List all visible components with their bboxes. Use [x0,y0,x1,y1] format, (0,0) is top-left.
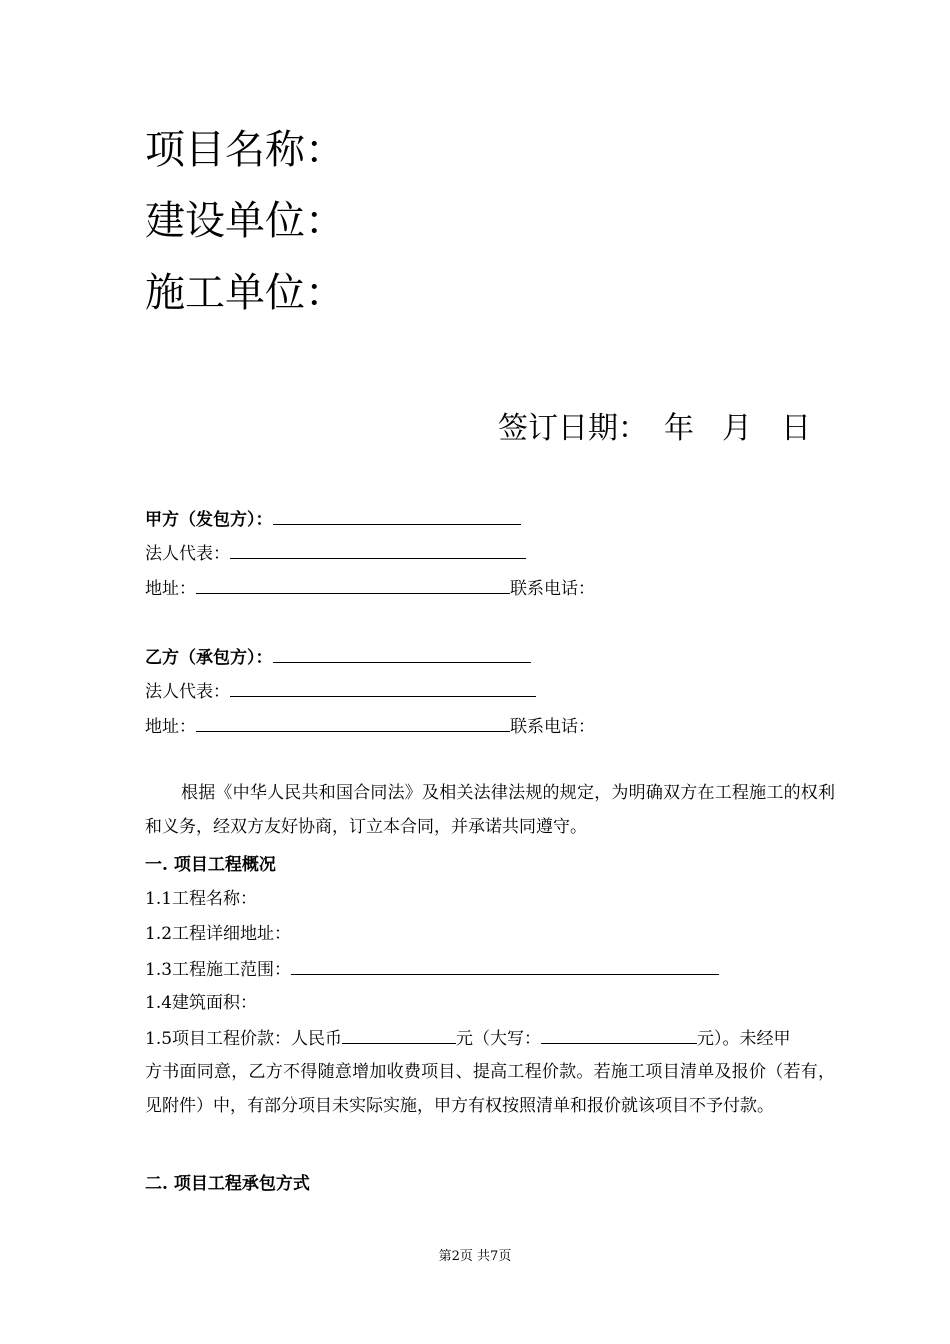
signing-year: 年 [664,411,694,446]
party-b-rep-blank[interactable] [230,678,536,697]
party-b-blank[interactable] [273,644,531,663]
signing-month: 月 [722,411,752,446]
section1-heading: 一. 项目工程概况 [145,855,276,875]
section1-item5-prefix: 1.5项目工程价款：人民币 [145,1029,343,1049]
price-words-blank[interactable] [541,1025,697,1044]
party-a-title: 甲方（发包方）： [145,510,273,530]
party-b-row [145,644,531,670]
section1-item5-row [145,1025,791,1051]
party-b-phone-label: 联系电话： [510,717,595,737]
section1-item3-row [145,956,719,982]
scope-blank[interactable] [291,956,719,975]
party-b-rep-label: 法人代表： [145,682,230,702]
section1-item5-mid: 元（大写： [456,1029,542,1049]
party-a-rep-blank[interactable] [230,540,526,559]
party-a-rep-label: 法人代表： [145,544,230,564]
signing-date-label: 签订日期： [498,411,648,446]
section1-item2: 1.2工程详细地址： [145,924,292,944]
contractor-label: 施工单位： [145,270,345,316]
section1-item1: 1.1工程名称： [145,889,258,909]
party-b-rep-row [145,678,536,704]
section1-item4: 1.4建筑面积： [145,993,258,1013]
party-a-blank[interactable] [273,506,521,525]
party-a-address-label: 地址： [145,579,196,599]
party-b-title: 乙方（承包方）： [145,648,273,668]
party-b-address-row [145,713,595,739]
intro-paragraph: 根据《中华人民共和国合同法》及相关法律法规的规定，为明确双方在工程施工的权利和义务，经双方友好协商，订立本合同，并承诺共同遵守。 [145,783,835,837]
project-name-label: 项目名称： [145,127,345,173]
section1-item5-suffix: 元）。未经甲 [697,1029,791,1049]
party-a-address-row [145,575,595,601]
page-number: 第2页 共7页 [438,1249,512,1264]
party-a-address-blank[interactable] [196,575,510,594]
party-a-phone-label: 联系电话： [510,579,595,599]
party-b-address-label: 地址： [145,717,196,737]
party-b-address-blank[interactable] [196,713,510,732]
builder-label: 建设单位： [145,198,345,244]
section2-heading: 二. 项目工程承包方式 [145,1174,310,1194]
section1-item3: 1.3工程施工范围： [145,960,292,980]
party-a-row [145,506,521,532]
signing-day: 日 [781,411,811,446]
section1-item5-continued: 方书面同意，乙方不得随意增加收费项目、提高工程价款。若施工项目清单及报价（若有，见附件）中，有部分项目未实际实施，甲方有权按照清单和报价就该项目不予付款。 [145,1062,835,1116]
price-number-blank[interactable] [342,1025,456,1044]
party-a-rep-row [145,540,526,566]
